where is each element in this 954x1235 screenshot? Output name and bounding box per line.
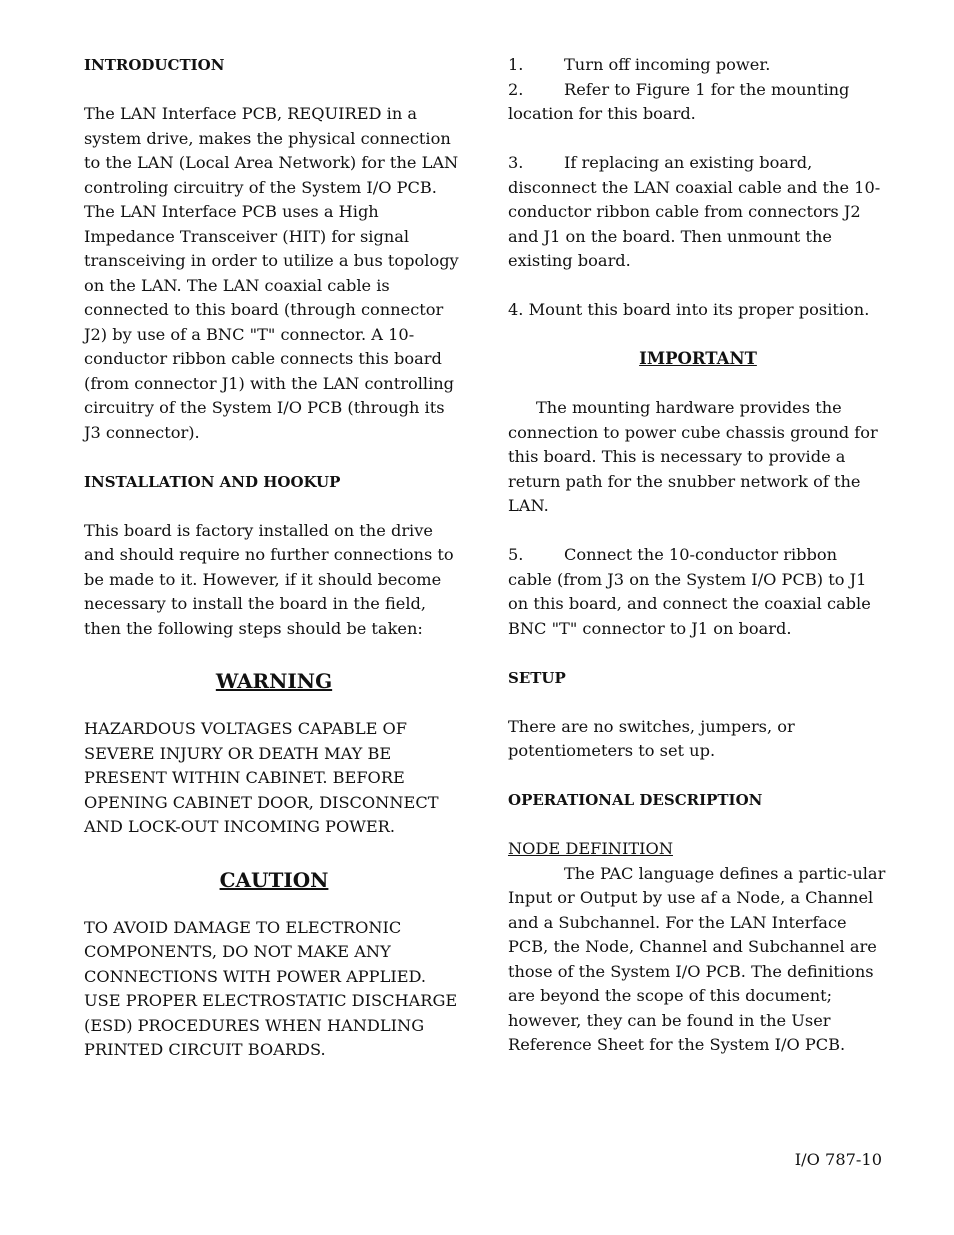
setup-text: There are no switches, jumpers, or potentiometers to set up. — [508, 716, 795, 760]
step-5 — [508, 543, 888, 568]
step-2-continuation: location for this board. — [508, 104, 696, 123]
step-2-number: 2. — [508, 79, 524, 99]
right-column — [508, 53, 888, 1058]
node-definition-text: The PAC language defines a partic-ular Input or Output by use af a Node, a Channel and a Subchannel. For the LAN Interface PCB, the Node, Channel and Subchannel are those of the System I/O PCB. The definitions are beyond the scope of this document; however, they can be found in the User Reference Sheet for the System I/O PCB. — [508, 863, 886, 1054]
step-1-number: 1. — [508, 55, 524, 74]
step-5-number: 5. — [508, 545, 524, 564]
installation-heading: INSTALLATION AND HOOKUP — [84, 472, 341, 491]
step-5-text: Connect the 10-conductor ribbon — [564, 545, 838, 564]
step-1 — [508, 53, 888, 78]
operational-description-heading: OPERATIONAL DESCRIPTION — [508, 791, 763, 809]
setup-heading: SETUP — [508, 668, 566, 687]
node-definition-heading: NODE DEFINITION — [508, 839, 673, 858]
warning-text: HAZARDOUS VOLTAGES CAPABLE OF SEVERE INJURY OR DEATH MAY BE PRESENT WITHIN CABINET. BEFORE OPENING CABINET DOOR, DISCONNECT AND LOCK-OUT INCOMING POWER. — [84, 719, 439, 836]
page-footer: I/O 787-10 — [794, 1150, 882, 1169]
important-text: The mounting hardware provides the connection to power cube chassis ground for this board. This is necessary to provide a return path for the snubber network of the LAN. — [508, 398, 878, 515]
step-4: 4. Mount this board into its proper position. — [508, 300, 870, 319]
warning-title: WARNING — [215, 669, 333, 693]
left-column — [84, 53, 464, 1063]
caution-text: TO AVOID DAMAGE TO ELECTRONIC COMPONENTS, DO NOT MAKE ANY CONNECTIONS WITH POWER APPLIED. USE PROPER ELECTROSTATIC DISCHARGE (ESD) PROCEDURES WHEN HANDLING PRINTED CIRCUIT BOARDS. — [84, 917, 458, 1059]
step-2-text: Refer to Figure 1 for the mounting — [564, 79, 850, 99]
step-3-continuation: disconnect the LAN coaxial cable and the 10-conductor ribbon cable from connectors J2 and J1 on the board. Then unmount the existing board. — [508, 177, 881, 270]
step-3-number: 3. — [508, 153, 524, 172]
step-5-continuation: cable (from J3 on the System I/O PCB) to J1 on this board, and connect the coaxial cable BNC "T" connector to J1 on board. — [508, 569, 871, 638]
step-3 — [508, 151, 888, 176]
step-2 — [508, 78, 888, 103]
installation-text: This board is factory installed on the drive and should require no further connections to be made to it. However, if it should become necessary to install the board in the field, then the following steps should be taken: — [84, 520, 454, 638]
important-title: IMPORTANT — [639, 349, 757, 368]
step-3-text: If replacing an existing board, — [564, 153, 813, 172]
step-1-text: Turn off incoming power. — [564, 55, 771, 74]
caution-title: CAUTION — [219, 867, 329, 892]
introduction-text: The LAN Interface PCB, REQUIRED in a system drive, makes the physical connection to the LAN (Local Area Network) for the LAN controling circuitry of the System I/O PCB. The LAN Interface PCB uses a High Impedance Transceiver (HIT) for signal transceiving in order to utilize a bus topology on the LAN. The LAN coaxial cable is connected to this board (through connector J2) by use of a BNC "T" connector. A 10-conductor ribbon cable connects this board (from connector J1) with the LAN controlling circuitry of the System I/O PCB (through its J3 connector). — [84, 104, 459, 442]
introduction-heading: INTRODUCTION — [84, 56, 225, 74]
